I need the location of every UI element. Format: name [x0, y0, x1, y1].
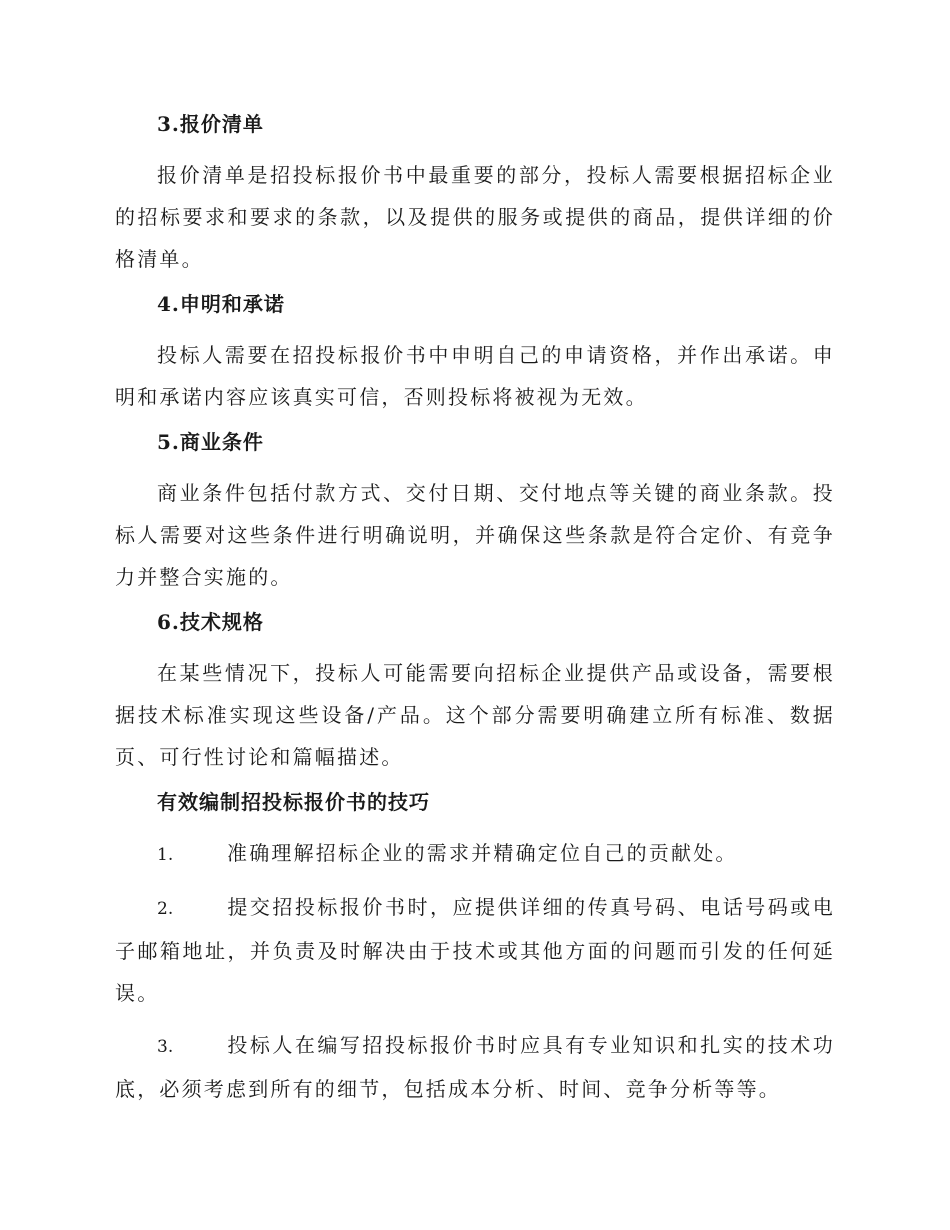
section-heading-tech-spec: 6.技术规格: [157, 610, 264, 634]
section-text-commercial-terms: 商业条件包括付款方式、交付日期、交付地点等关键的商业条款。投标人需要对这些条件进行明确说明，并确保这些条款是符合定价、有竞争力并整合实施的。: [115, 481, 835, 589]
document-body: [115, 110, 835, 1120]
section-heading-declaration: 4.申明和承诺: [157, 292, 285, 316]
tips-heading: 有效编制招投标报价书的技巧: [157, 790, 430, 814]
tips-list-item: [115, 1024, 835, 1110]
tips-list-item: [115, 886, 835, 1014]
tips-list-item: [115, 832, 835, 876]
section-text-price-list: 报价清单是招投标报价书中最重要的部分，投标人需要根据招标企业的招标要求和要求的条款，以及提供的服务或提供的商品，提供详细的价格清单。: [115, 163, 835, 271]
section-text-declaration: 投标人需要在招投标报价书中申明自己的申请资格，并作出承诺。申明和承诺内容应该真实可信，否则投标将被视为无效。: [115, 343, 835, 409]
list-number: 1.: [157, 845, 174, 865]
list-number: 3.: [157, 1037, 174, 1057]
list-number: 2.: [157, 899, 174, 919]
section-heading-price-list: 3.报价清单: [157, 112, 264, 136]
list-item-text: 准确理解招标企业的需求并精确定位自己的贡献处。: [227, 841, 738, 865]
section-heading-commercial-terms: 5.商业条件: [157, 430, 264, 454]
list-item-text: 投标人在编写招投标报价书时应具有专业知识和扎实的技术功底，必须考虑到所有的细节，包括成本分析、时间、竞争分析等等。: [115, 1033, 835, 1101]
section-text-tech-spec: 在某些情况下，投标人可能需要向招标企业提供产品或设备，需要根据技术标准实现这些设备/产品。这个部分需要明确建立所有标准、数据页、可行性讨论和篇幅描述。: [115, 661, 835, 769]
list-item-text: 提交招投标报价书时，应提供详细的传真号码、电话号码或电子邮箱地址，并负责及时解决由于技术或其他方面的问题而引发的任何延误。: [115, 895, 835, 1005]
